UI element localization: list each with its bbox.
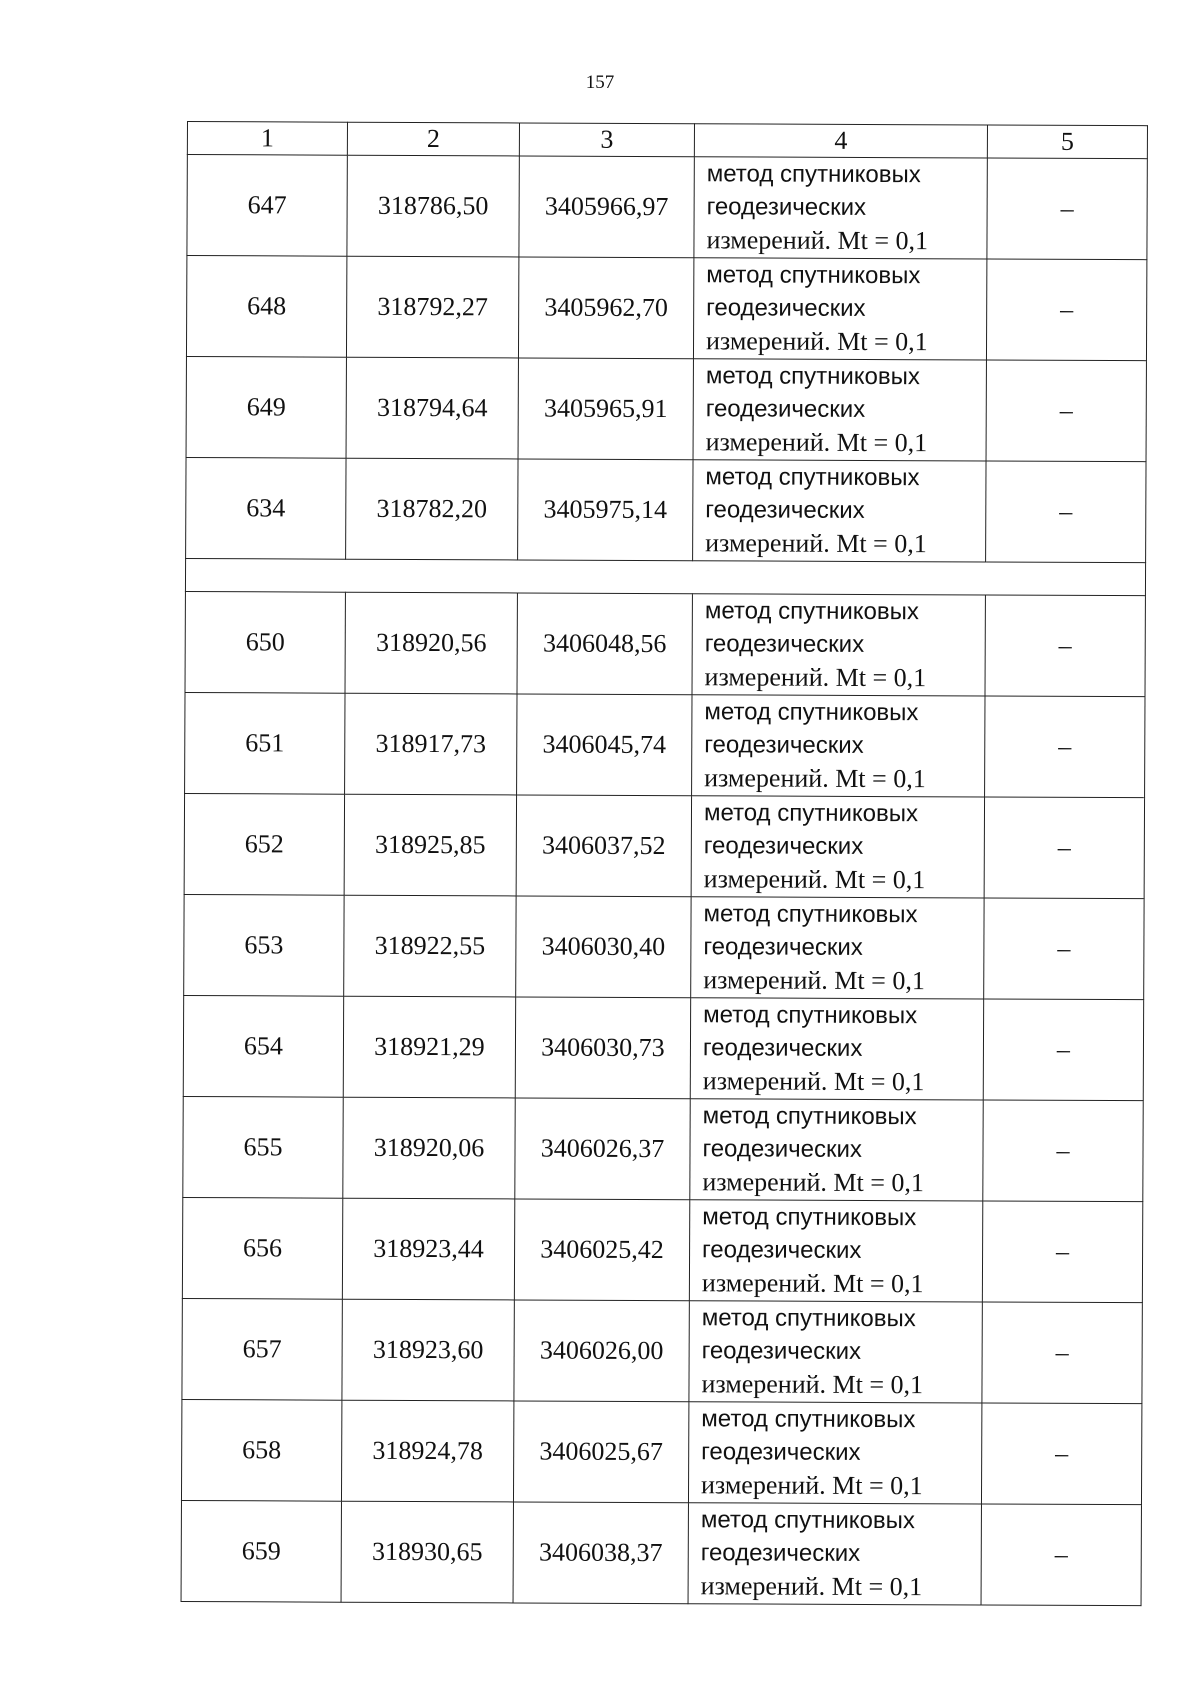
x-coordinate-cell: 318930,65 — [341, 1501, 513, 1603]
x-coordinate-cell: 318923,44 — [342, 1198, 514, 1300]
method-cell — [693, 359, 986, 461]
method-line-2: геодезических — [701, 1438, 861, 1466]
x-coordinate-cell: 318792,27 — [346, 256, 518, 358]
y-coordinate-cell: 3405965,91 — [518, 358, 693, 460]
column-5-cell: – — [982, 1302, 1142, 1404]
y-coordinate-cell: 3406030,73 — [515, 997, 690, 1099]
method-line-1: метод спутниковых — [701, 1304, 916, 1333]
point-number-cell: 657 — [182, 1298, 342, 1400]
method-line-1: метод спутниковых — [703, 1001, 918, 1030]
method-cell — [691, 796, 984, 898]
column-header-1: 1 — [187, 122, 347, 156]
y-coordinate-cell: 3406038,37 — [513, 1502, 688, 1604]
method-line-1: метод спутниковых — [703, 799, 919, 828]
method-line-1: метод спутниковых — [706, 261, 921, 290]
table-row — [183, 995, 1143, 1100]
separator-cell — [185, 558, 1145, 595]
column-5-cell: – — [982, 1201, 1142, 1303]
point-number-cell: 647 — [187, 155, 347, 257]
method-line-3: измерений. Mt = 0,1 — [705, 528, 927, 559]
table-row — [183, 1096, 1143, 1201]
point-number-cell: 659 — [181, 1500, 341, 1602]
column-5-cell: – — [983, 999, 1143, 1101]
method-cell — [689, 1301, 982, 1403]
column-5-cell: – — [981, 1504, 1141, 1606]
table-row — [185, 591, 1145, 696]
column-5-cell: – — [987, 158, 1147, 260]
method-line-3: измерений. Mt = 0,1 — [700, 1571, 923, 1602]
method-cell — [691, 897, 984, 999]
point-number-cell: 658 — [181, 1399, 341, 1501]
y-coordinate-cell: 3406048,56 — [517, 593, 692, 695]
x-coordinate-cell: 318794,64 — [346, 357, 518, 459]
y-coordinate-cell: 3406026,00 — [514, 1300, 689, 1402]
table-row — [181, 1399, 1141, 1504]
x-coordinate-cell: 318923,60 — [342, 1299, 514, 1401]
method-line-2: геодезических — [704, 630, 865, 658]
method-line-3: измерений. Mt = 0,1 — [702, 1066, 925, 1097]
table-body-group-1 — [186, 155, 1148, 563]
method-line-3: измерений. Mt = 0,1 — [701, 1268, 924, 1299]
method-line-3: измерений. Mt = 0,1 — [706, 225, 929, 256]
method-line-1: метод спутниковых — [705, 362, 920, 391]
method-line-2: геодезических — [704, 731, 864, 759]
point-number-cell: 652 — [184, 793, 344, 895]
y-coordinate-cell: 3406030,40 — [516, 896, 691, 998]
method-line-3: измерений. Mt = 0,1 — [705, 326, 928, 357]
method-line-3: измерений. Mt = 0,1 — [703, 864, 926, 895]
page-number: 157 — [585, 72, 615, 93]
method-line-2: геодезических — [706, 193, 867, 221]
x-coordinate-cell: 318786,50 — [347, 155, 519, 257]
method-line-1: метод спутниковых — [702, 1203, 917, 1232]
x-coordinate-cell: 318921,29 — [343, 996, 515, 1098]
point-number-cell: 649 — [186, 356, 346, 458]
table-header-row — [187, 122, 1147, 159]
method-line-3: измерений. Mt = 0,1 — [704, 763, 926, 794]
method-line-1: метод спутниковых — [706, 160, 921, 189]
x-coordinate-cell: 318924,78 — [341, 1400, 513, 1502]
table-row — [181, 1500, 1141, 1605]
column-5-cell: – — [985, 696, 1145, 798]
column-5-cell: – — [984, 797, 1144, 899]
method-cell — [692, 695, 985, 797]
x-coordinate-cell: 318922,55 — [344, 895, 516, 997]
y-coordinate-cell: 3406026,37 — [515, 1098, 690, 1200]
method-line-1: метод спутниковых — [700, 1506, 915, 1535]
column-header-3: 3 — [519, 123, 694, 157]
method-line-2: геодезических — [702, 1135, 862, 1163]
column-5-cell: – — [986, 461, 1146, 563]
point-number-cell: 648 — [186, 256, 346, 358]
method-line-2: геодезических — [705, 496, 865, 524]
method-line-1: метод спутниковых — [701, 1405, 916, 1434]
method-line-3: измерений. Mt = 0,1 — [700, 1470, 923, 1501]
y-coordinate-cell: 3405975,14 — [518, 459, 693, 561]
method-cell — [692, 594, 985, 696]
method-line-1: метод спутниковых — [704, 597, 919, 626]
table-separator — [185, 558, 1145, 595]
method-cell — [688, 1503, 981, 1605]
table-row — [186, 256, 1146, 361]
method-cell — [690, 1099, 983, 1201]
method-line-3: измерений. Mt = 0,1 — [705, 427, 928, 458]
method-line-2: геодезических — [702, 1034, 863, 1062]
method-cell — [693, 258, 986, 360]
method-line-1: метод спутниковых — [703, 900, 918, 929]
method-line-2: геодезических — [703, 933, 863, 961]
method-line-2: геодезических — [700, 1539, 861, 1567]
method-cell — [693, 460, 986, 562]
column-header-4: 4 — [694, 124, 987, 158]
y-coordinate-cell: 3406045,74 — [517, 694, 692, 796]
coordinates-table — [181, 121, 1148, 1606]
x-coordinate-cell: 318920,56 — [345, 592, 517, 694]
column-5-cell: – — [981, 1403, 1141, 1505]
point-number-cell: 634 — [186, 457, 346, 559]
method-cell — [694, 157, 987, 259]
table-row — [182, 1298, 1142, 1403]
table-row — [186, 457, 1146, 562]
table-row — [186, 356, 1146, 461]
table-row — [185, 692, 1145, 797]
method-line-2: геодезических — [705, 395, 866, 423]
method-line-3: измерений. Mt = 0,1 — [702, 1167, 925, 1198]
y-coordinate-cell: 3406037,52 — [516, 795, 691, 897]
method-cell — [688, 1402, 981, 1504]
method-cell — [689, 1200, 982, 1302]
method-line-2: геодезических — [706, 294, 866, 322]
table-row — [187, 155, 1147, 260]
method-line-2: геодезических — [702, 1236, 862, 1264]
method-line-2: геодезических — [703, 832, 864, 860]
method-line-1: метод спутниковых — [702, 1102, 917, 1131]
point-number-cell: 651 — [185, 692, 345, 794]
y-coordinate-cell: 3406025,42 — [514, 1199, 689, 1301]
method-line-3: измерений. Mt = 0,1 — [703, 965, 925, 996]
method-line-3: измерений. Mt = 0,1 — [701, 1369, 924, 1400]
point-number-cell: 653 — [184, 894, 344, 996]
y-coordinate-cell: 3406025,67 — [513, 1401, 688, 1503]
method-line-2: геодезических — [701, 1337, 862, 1365]
point-number-cell: 655 — [183, 1096, 343, 1198]
column-5-cell: – — [983, 1100, 1143, 1202]
point-number-cell: 654 — [183, 995, 343, 1097]
method-line-1: метод спутниковых — [704, 698, 919, 727]
table-row — [182, 1197, 1142, 1302]
column-5-cell: – — [984, 898, 1144, 1000]
table-row — [184, 793, 1144, 898]
column-5-cell: – — [985, 595, 1145, 697]
point-number-cell: 650 — [185, 591, 345, 693]
point-number-cell: 656 — [182, 1197, 342, 1299]
separator-row — [185, 558, 1145, 595]
column-5-cell: – — [986, 360, 1146, 462]
table-body-group-2 — [181, 591, 1145, 1605]
y-coordinate-cell: 3405962,70 — [518, 257, 693, 359]
column-header-5: 5 — [987, 125, 1147, 159]
y-coordinate-cell: 3405966,97 — [519, 156, 694, 258]
x-coordinate-cell: 318782,20 — [346, 458, 518, 560]
method-cell — [690, 998, 983, 1100]
method-line-1: метод спутниковых — [705, 463, 920, 492]
column-5-cell: – — [986, 259, 1146, 361]
table-row — [184, 894, 1144, 999]
x-coordinate-cell: 318920,06 — [343, 1097, 515, 1199]
column-header-2: 2 — [347, 122, 519, 156]
method-line-3: измерений. Mt = 0,1 — [704, 662, 927, 693]
x-coordinate-cell: 318917,73 — [345, 693, 517, 795]
x-coordinate-cell: 318925,85 — [344, 794, 516, 896]
